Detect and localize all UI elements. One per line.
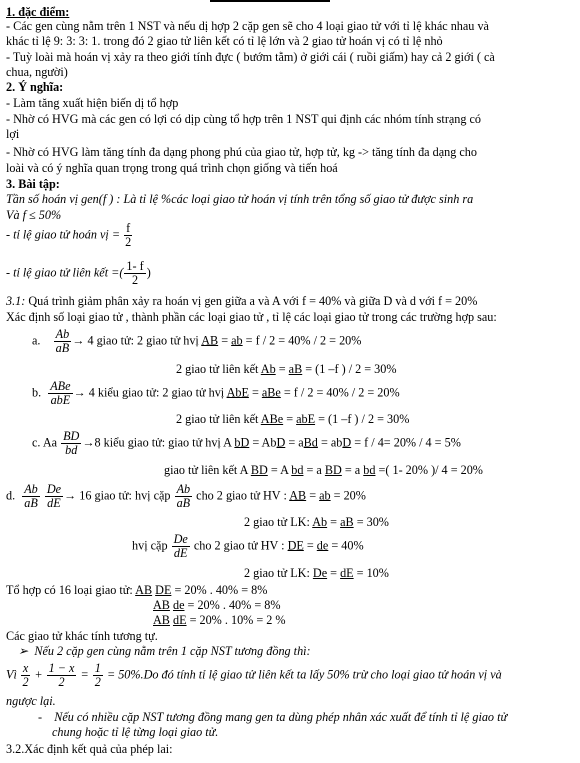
case-d: d. $\frac{Ab}{aB}$ $\frac{De}{dE}$ → 16 giao tử: hvị cặp $\frac{Ab}{aB}$ cho 2 giao tử HV : AB = ab = 20% — [6, 482, 366, 510]
s1-line-1: - Các gen cùng nằm trên 1 NST và nếu dị hợp 2 cặp gen sẽ cho 4 loại giao tử với tỉ lệ khác nhau và — [6, 19, 489, 33]
case-a: a. $\frac{Ab}{aB}$ → 4 giao tử: 2 giao tử hvị AB = ab = f / 2 = 40% / 2 = 20% — [32, 327, 362, 355]
combination-line-3: AB dE = 20% . 10% = 2 % — [153, 613, 286, 627]
s1-line-4: chua, người) — [6, 65, 68, 79]
arrow-bullet-icon: ➢ — [18, 644, 29, 658]
case-a-linked: 2 giao tử liên kết Ab = aB = (1 –f ) / 2 = 30% — [176, 362, 397, 376]
case-d-genotype-1: $\frac{Ab}{aB}$ — [24, 482, 38, 510]
lk-fraction: $\frac{1- f}{2}$ — [126, 259, 144, 287]
case-d-linked-2: 2 giao tử LK: De = dE = 10% — [244, 566, 389, 580]
vi-fraction-2: $\frac{1 - x}{2}$ — [48, 661, 75, 689]
hv-formula — [6, 222, 133, 249]
vi-fraction-3: $\frac{1}{2}$ — [94, 661, 101, 689]
case-d-pair-1: $\frac{Ab}{aB}$ — [176, 482, 191, 510]
case-d-genotype-2: $\frac{De}{dE}$ — [46, 482, 62, 510]
case-a-genotype: $\frac{Ab}{aB}$ — [55, 327, 70, 355]
vi-formula: Vì $\frac{x}{2}$ + $\frac{1 - x}{2}$ = $\frac{1}{2}$ = 50%.Do đó tính tỉ lệ giao tử liên kết ta lấy 50% trừ cho loại giao tử hoán vị và — [6, 661, 502, 689]
s2-line-1: - Làm tăng xuất hiện biến dị tổ hợp — [6, 96, 179, 110]
case-d-pair-2-genotype: $\frac{De}{dE}$ — [173, 532, 188, 560]
note-2-line-2: chung hoặc tỉ lệ từng loại giao tử. — [52, 725, 219, 739]
problem-3-1-line-1: 3.1: Quá trình giảm phân xảy ra hoán vị gen giữa a và A với f = 40% và giữa D và d với f = 20% — [6, 294, 478, 308]
vi-fraction-1: $\frac{x}{2}$ — [22, 661, 29, 689]
lk-label: - tỉ lệ giao tử liên kết =( — [6, 265, 124, 280]
s2-line-5: loài và có ý nghĩa quan trọng trong quá trình chọn giống và tiến hoá — [6, 161, 338, 175]
vi-continuation: ngược lại. — [6, 694, 56, 708]
problem-3-2: 3.2.Xác định kết quả của phép lai: — [6, 742, 173, 756]
combination-line-2: AB de = 20% . 40% = 8% — [153, 598, 281, 612]
case-d-pair-2: hvị cặp $\frac{De}{dE}$ cho 2 giao tử HV : DE = de = 40% — [132, 532, 364, 560]
top-crop-fragment — [210, 0, 330, 2]
combination-line-1: Tổ hợp có 16 loại giao tử: AB DE = 20% . 40% = 8% — [6, 583, 268, 597]
case-b: b. $\frac{\text{ABe}}{\text{abE}}$ → 4 kiểu giao tử: 2 giao tử hvị AbE = aBe = f / 2 = 40% / 2 = 20% — [32, 379, 400, 407]
case-c: c. Aa $\frac{BD}{bd}$ →8 kiểu giao tử: giao tử hvị A bD = AbD = aBd = abD = f / 4= 20% / 4 = 5% — [32, 429, 461, 457]
hv-label: - tỉ lệ giao tử hoán vị = — [6, 227, 124, 242]
case-b-linked: 2 giao tử liên kết ABe = abE = (1 –f ) / 2 = 30% — [176, 412, 410, 426]
s2-line-3: lợi — [6, 127, 20, 141]
case-d-linked-1: 2 giao tử LK: Ab = aB = 30% — [244, 515, 389, 529]
s3-definition-1: Tần số hoán vị gen(f ) : Là tỉ lệ %các loại giao tử hoán vị tính trên tổng số giao tử được sinh ra — [6, 192, 474, 206]
s2-line-4: - Nhờ có HVG làm tăng tính đa dạng phong phú của giao tử, hợp tử, kg -> tăng tính đa dạng cho — [6, 145, 477, 159]
lk-formula: - tỉ lệ giao tử liên kết =( $\frac{1- f}{2}$ ) — [6, 259, 151, 287]
other-gametes-note: Các giao tử khác tính tương tự. — [6, 629, 158, 643]
section-1-title: 1. đặc điểm: — [6, 5, 70, 19]
hv-fraction: $\frac{f}{2}$ — [125, 221, 132, 249]
problem-3-1-line-2: Xác định số loại giao tử , thành phần các loại giao tử , tỉ lệ các loại giao tử trong các trường hợp sau: — [6, 310, 497, 324]
s3-definition-2: Và f ≤ 50% — [6, 208, 62, 222]
s1-line-3: - Tuỳ loài mà hoán vị xảy ra theo giới tính đực ( bướm tằm) ở giới cái ( ruồi giấm) hay cả 2 giới ( cà — [6, 50, 495, 64]
note-1: ➢ Nếu 2 cặp gen cùng nằm trên 1 cặp NST tương đồng thì: — [18, 644, 311, 658]
s1-line-2: khác tỉ lệ 9: 3: 3: 1. trong đó 2 giao tử liên kết có tỉ lệ lớn và 2 giao tử hoán vị có tỉ lệ nhỏ — [6, 34, 443, 48]
section-3-title: 3. Bài tập: — [6, 177, 60, 191]
case-b-genotype: $\frac{\text{ABe}}{\text{abE}}$ — [50, 379, 71, 407]
case-c-genotype: $\frac{BD}{bd}$ — [63, 429, 80, 457]
s2-line-2: - Nhờ có HVG mà các gen có lợi có dịp cùng tổ hợp trên 1 NST qui định các nhóm tính strạng có — [6, 112, 482, 126]
case-c-linked: giao tử liên kết A BD = A bd = a BD = a bd =( 1- 20% )/ 4 = 20% — [164, 463, 483, 477]
section-2-title: 2. Ý nghĩa: — [6, 80, 64, 94]
note-2-line-1: - Nếu có nhiều cặp NST tương đồng mang gen ta dùng phép nhân xác xuất để tính tỉ lệ giao tử — [38, 710, 508, 724]
